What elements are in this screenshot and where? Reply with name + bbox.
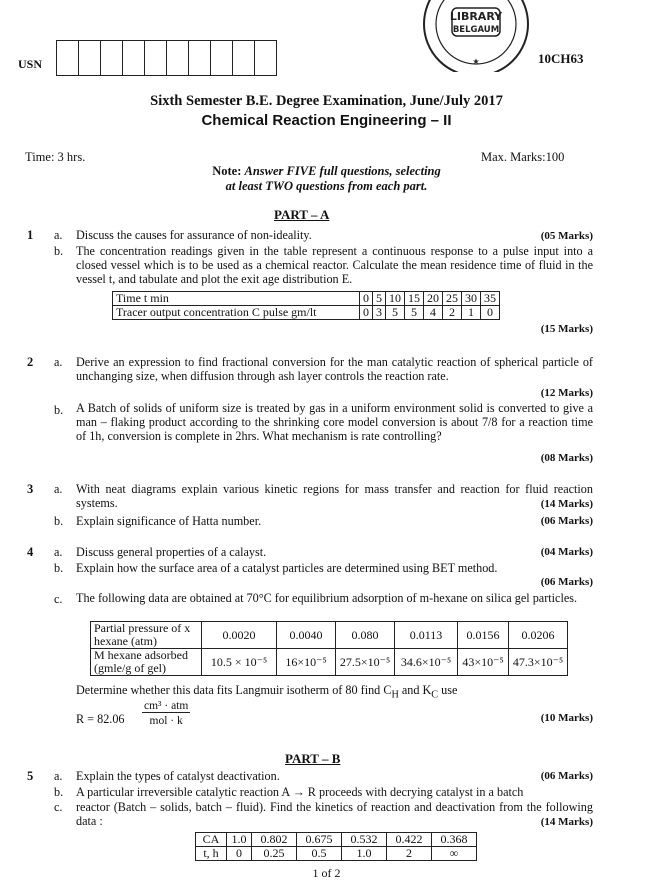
sub-label: a. bbox=[54, 769, 63, 783]
fraction-numerator: cm³ · atm bbox=[144, 700, 189, 712]
sub-label: c. bbox=[54, 592, 63, 606]
question-marks: (05 Marks) bbox=[540, 230, 593, 242]
question-text: Derive an expression to find fractional conversion for the man catalytic reaction of spherical particle of unchanging size, when diffusion through ash layer controls the reaction rate. bbox=[76, 355, 593, 384]
table-cell: 5 bbox=[373, 292, 386, 306]
table-cell: 1.0 bbox=[227, 833, 252, 847]
sub-label: b. bbox=[54, 403, 64, 417]
table-cell: Time t min bbox=[113, 292, 360, 306]
usn-box bbox=[233, 41, 255, 75]
table-row bbox=[196, 833, 477, 847]
part-b-heading: PART – B bbox=[285, 751, 341, 766]
table-cell: 25 bbox=[443, 292, 462, 306]
usn-box bbox=[101, 41, 123, 75]
sub-label: b. bbox=[54, 514, 64, 528]
question-marks: (14 Marks) bbox=[540, 816, 593, 828]
question-marks: (15 Marks) bbox=[540, 323, 593, 335]
usn-box bbox=[57, 41, 79, 75]
table-cell: 1 bbox=[462, 306, 481, 320]
usn-boxes bbox=[56, 40, 277, 76]
question-text: Explain how the surface area of a catalyst particles are determined using BET method. bbox=[76, 561, 498, 575]
sub-label: a. bbox=[54, 228, 63, 242]
table-cell: 15 bbox=[405, 292, 424, 306]
usn-box bbox=[79, 41, 101, 75]
question-number: 3 bbox=[27, 482, 34, 496]
exam-title: Sixth Semester B.E. Degree Examination, June/July 2017 bbox=[150, 93, 503, 109]
table-cell: 0.802 bbox=[252, 833, 297, 847]
question-text: A particular irreversible catalytic reaction A → R proceeds with decrying catalyst in a batch bbox=[76, 785, 524, 799]
table-cell: t, h bbox=[196, 847, 227, 861]
table-cell: M hexane adsorbed (gmle/g of gel) bbox=[91, 649, 202, 676]
table-cell: 3 bbox=[373, 306, 386, 320]
table-cell: 0.532 bbox=[342, 833, 387, 847]
table-cell: 0.422 bbox=[387, 833, 432, 847]
table-cell: ∞ bbox=[432, 847, 477, 861]
table-cell: 0.0040 bbox=[277, 622, 336, 649]
question-number: 2 bbox=[27, 355, 34, 369]
table-row bbox=[91, 649, 568, 676]
table-row bbox=[113, 292, 500, 306]
question-text: Discuss the causes for assurance of non-ideality. bbox=[76, 228, 312, 242]
table-cell: 27.5×10⁻⁵ bbox=[336, 649, 395, 676]
fraction-denominator: mol · k bbox=[149, 715, 183, 727]
question-number: 5 bbox=[27, 769, 34, 783]
table-cell: 0 bbox=[360, 292, 373, 306]
table-cell: 0.0020 bbox=[202, 622, 277, 649]
table-cell: 0 bbox=[227, 847, 252, 861]
table-cell: 43×10⁻⁵ bbox=[458, 649, 509, 676]
table-cell: 0.0206 bbox=[509, 622, 568, 649]
usn-box bbox=[255, 41, 276, 75]
sub-label: b. bbox=[54, 561, 64, 575]
and-text: and K bbox=[398, 683, 432, 697]
usn-box bbox=[189, 41, 211, 75]
table-cell: 30 bbox=[462, 292, 481, 306]
question-number: 4 bbox=[27, 545, 34, 559]
table-row bbox=[196, 847, 477, 861]
subscript-h: H bbox=[391, 689, 399, 701]
sub-label: b. bbox=[54, 244, 64, 258]
table-cell: 10 bbox=[386, 292, 405, 306]
table-cell: 16×10⁻⁵ bbox=[277, 649, 336, 676]
langmuir-text: Determine whether this data fits Langmuir isotherm of 80 find C bbox=[76, 683, 392, 697]
sub-label: b. bbox=[54, 785, 64, 799]
gas-constant-label: R = 82.06 bbox=[76, 712, 125, 726]
table-cell: 0.5 bbox=[297, 847, 342, 861]
sub-label: a. bbox=[54, 545, 63, 559]
table-cell: Partial pressure of x hexane (atm) bbox=[91, 622, 202, 649]
time-allowed: Time: 3 hrs. bbox=[25, 150, 86, 164]
usn-box bbox=[167, 41, 189, 75]
table-cell: 0 bbox=[360, 306, 373, 320]
table-cell: 0.080 bbox=[336, 622, 395, 649]
question-text: A Batch of solids of uniform size is treated by gas in a uniform environment solid is converted to give a man – flaking product according to the shrinking core model conversion is about 7/8 for a reaction time of 1h, conversion is complete in 2hrs. What mechanism is rate controlling? bbox=[76, 401, 593, 444]
subscript-c: C bbox=[431, 689, 439, 701]
part-a-heading: PART – A bbox=[274, 207, 330, 222]
tracer-table bbox=[112, 291, 500, 320]
table-cell: 2 bbox=[387, 847, 432, 861]
table-row bbox=[91, 622, 568, 649]
table-cell: 2 bbox=[443, 306, 462, 320]
subject-title: Chemical Reaction Engineering – II bbox=[201, 112, 452, 129]
question-text: With neat diagrams explain various kinetic regions for mass transfer and reaction for fluid reaction systems. bbox=[76, 482, 593, 511]
question-marks: (08 Marks) bbox=[540, 452, 593, 464]
table-cell: 5 bbox=[386, 306, 405, 320]
question-marks: (04 Marks) bbox=[540, 546, 593, 558]
table-cell: CA bbox=[196, 833, 227, 847]
table-cell: 0.675 bbox=[297, 833, 342, 847]
gas-constant-fraction bbox=[142, 700, 190, 727]
table-cell: 35 bbox=[481, 292, 500, 306]
course-code: 10CH63 bbox=[538, 51, 584, 66]
table-cell: 47.3×10⁻⁵ bbox=[509, 649, 568, 676]
table-cell: 10.5 × 10⁻⁵ bbox=[202, 649, 277, 676]
note-line-2: at least TWO questions from each part. bbox=[225, 179, 428, 193]
question-marks: (06 Marks) bbox=[540, 770, 593, 782]
sub-label: c. bbox=[54, 800, 63, 814]
question-text: The concentration readings given in the table represent a continuous response to a pulse input into a closed vessel which is to be used as a chemical reactor. Calculate the mean residence time of fluid in the vessel t, and tabulate and plot the exit age distribution E. bbox=[76, 244, 593, 287]
usn-box bbox=[145, 41, 167, 75]
question-marks: (14 Marks) bbox=[540, 498, 593, 510]
question-marks: (10 Marks) bbox=[540, 712, 593, 724]
question-marks: (06 Marks) bbox=[540, 515, 593, 527]
note-label: Note: bbox=[212, 164, 242, 178]
table-cell: 0 bbox=[481, 306, 500, 320]
page-number: 1 of 2 bbox=[312, 866, 341, 880]
sub-label: a. bbox=[54, 482, 63, 496]
max-marks: Max. Marks:100 bbox=[481, 150, 565, 164]
usn-label: USN bbox=[18, 57, 43, 71]
question-marks: (12 Marks) bbox=[540, 387, 593, 399]
table-cell: 0.0156 bbox=[458, 622, 509, 649]
svg-text:★: ★ bbox=[472, 57, 480, 66]
question-text: Explain the types of catalyst deactivation. bbox=[76, 769, 280, 783]
table-cell: 1.0 bbox=[342, 847, 387, 861]
svg-text:LIBRARY: LIBRARY bbox=[449, 10, 503, 23]
question-text: The following data are obtained at 70°C for equilibrium adsorption of m-hexane on silica gel particles. bbox=[76, 591, 578, 605]
note-text: Answer FIVE full questions, selecting bbox=[244, 164, 441, 178]
question-text: reactor (Batch – solids, batch – fluid). Find the kinetics of reaction and deactivation from the following data : bbox=[76, 800, 593, 829]
svg-text:BELGAUM: BELGAUM bbox=[452, 25, 500, 35]
library-seal-stamp bbox=[421, 0, 531, 72]
table-cell: 0.0113 bbox=[395, 622, 458, 649]
adsorption-table bbox=[90, 621, 568, 676]
note-line-1 bbox=[0, 164, 653, 179]
question-text: Explain significance of Hatta number. bbox=[76, 514, 262, 528]
sub-label: a. bbox=[54, 355, 63, 369]
deactivation-table bbox=[195, 832, 477, 861]
table-cell: 20 bbox=[424, 292, 443, 306]
table-cell: Tracer output concentration C pulse gm/lt bbox=[113, 306, 360, 320]
table-row bbox=[113, 306, 500, 320]
question-marks: (06 Marks) bbox=[540, 576, 593, 588]
usn-box bbox=[211, 41, 233, 75]
table-cell: 34.6×10⁻⁵ bbox=[395, 649, 458, 676]
question-text: Discuss general properties of a calayst. bbox=[76, 545, 267, 559]
table-cell: 4 bbox=[424, 306, 443, 320]
table-cell: 0.25 bbox=[252, 847, 297, 861]
usn-box bbox=[123, 41, 145, 75]
table-cell: 5 bbox=[405, 306, 424, 320]
question-number: 1 bbox=[27, 228, 34, 242]
table-cell: 0.368 bbox=[432, 833, 477, 847]
use-text: use bbox=[438, 683, 458, 697]
